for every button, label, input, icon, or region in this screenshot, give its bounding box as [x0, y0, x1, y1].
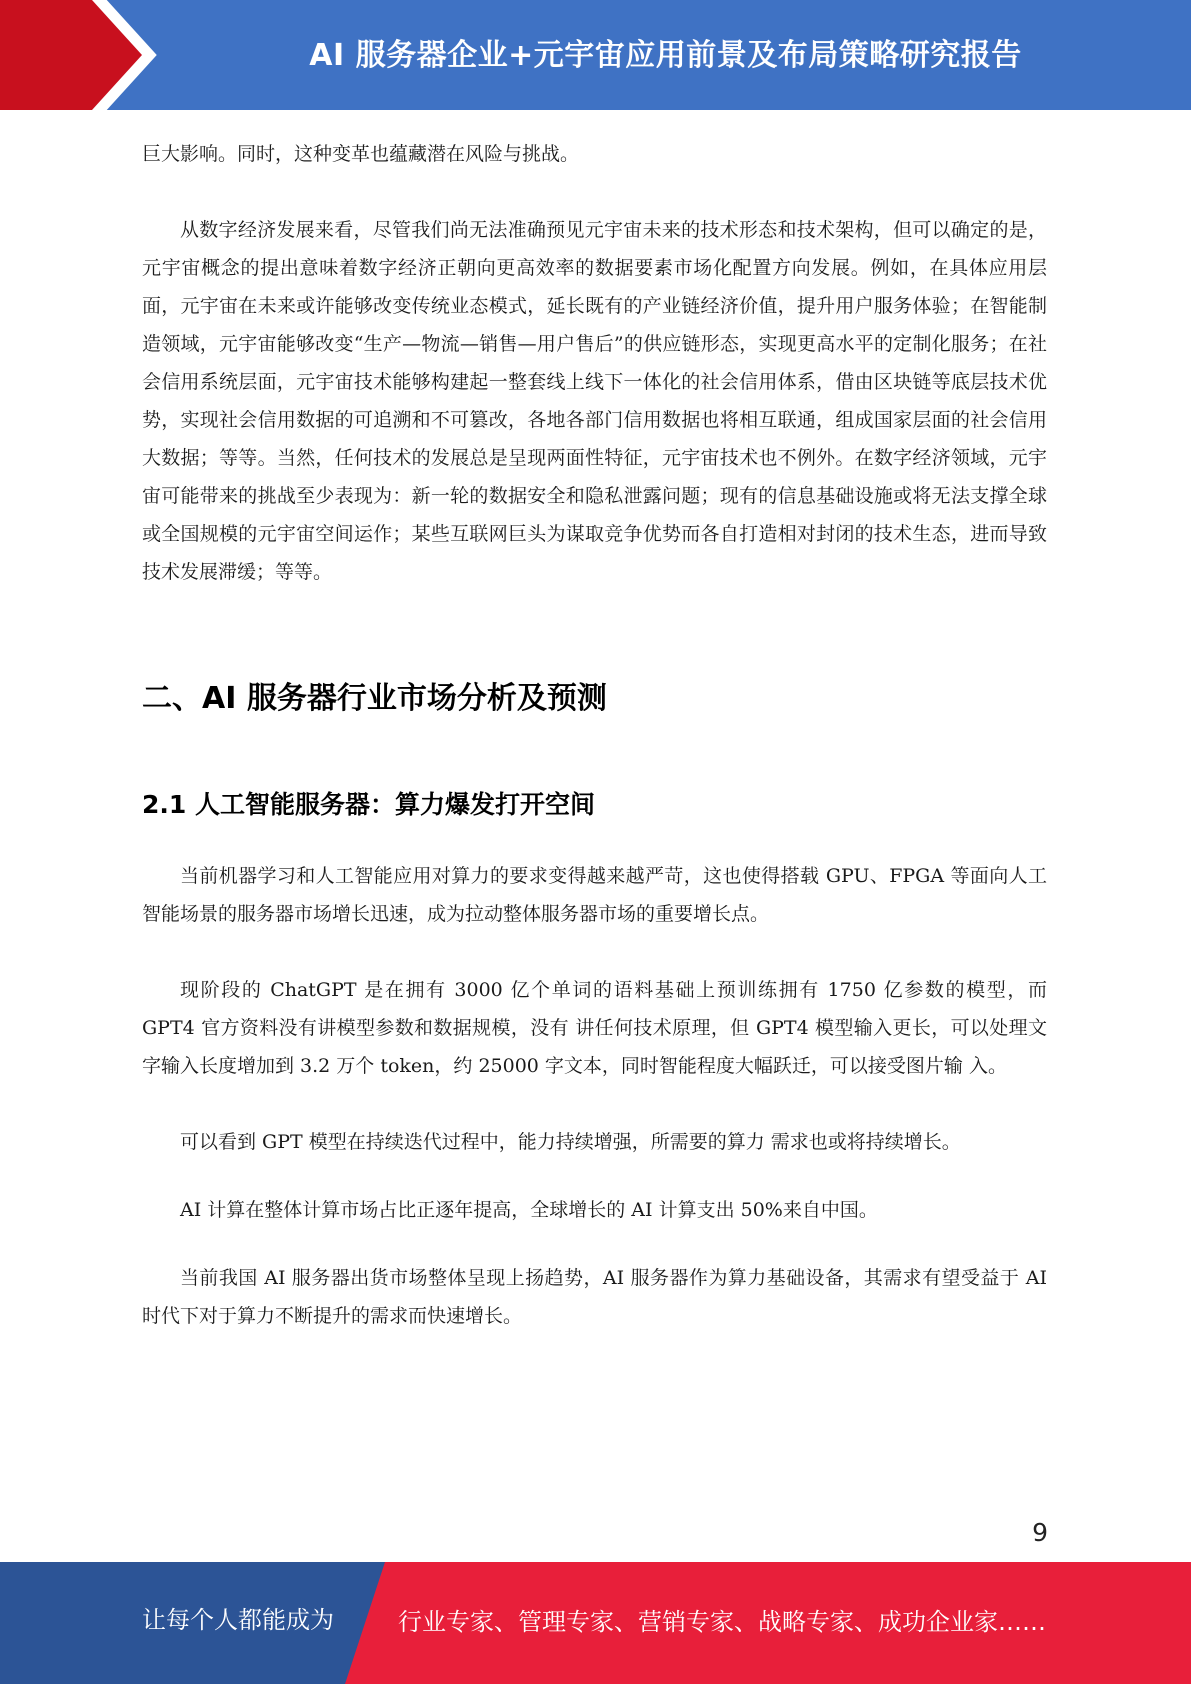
footer-slogan-left: 让每个人都能成为 — [142, 1606, 334, 1634]
header-title: AI 服务器企业+元宇宙应用前景及布局策略研究报告 — [309, 38, 1022, 73]
subsection-heading: 2.1 人工智能服务器：算力爆发打开空间 — [142, 790, 595, 819]
paragraph-gpt-iteration: 可以看到 GPT 模型在持续迭代过程中，能力持续增强，所需要的算力 需求也或将持续增长。 — [180, 1131, 961, 1153]
paragraph-ai-servers: 当前机器学习和人工智能应用对算力的要求变得越来越严苛，这也使得搭载 GPU、FPGA 等面向人工智能场景的服务器市场增长迅速，成为拉动整体服务器市场的重要增长点。 — [142, 865, 1047, 925]
header-arrow-outline — [0, 0, 160, 110]
footer-slogan-right: 行业专家、管理专家、营销专家、战略专家、成功企业家…… — [398, 1608, 1046, 1636]
paragraph-continuation: 巨大影响。同时，这种变革也蕴藏潜在风险与挑战。 — [142, 143, 580, 165]
page-content — [142, 135, 1047, 1335]
paragraph-ai-compute-share: AI 计算在整体计算市场占比正逐年提高，全球增长的 AI 计算支出 50%来自中国。 — [180, 1199, 878, 1221]
paragraph-ai-server-shipments: 当前我国 AI 服务器出货市场整体呈现上扬趋势，AI 服务器作为算力基础设备，其需求有望受益于 AI 时代下对于算力不断提升的需求而快速增长。 — [142, 1267, 1047, 1327]
page-number: 9 — [1032, 1518, 1048, 1547]
paragraph-chatgpt: 现阶段的 ChatGPT 是在拥有 3000 亿个单词的语料基础上预训练拥有 1750 亿参数的模型，而 GPT4 官方资料没有讲模型参数和数据规模，没有 讲任何技术原理，但 GPT4 模型输入更长，可以处理文字输入长度增加到 3.2 万个 token，约 25000 字文本，同时智能程度大幅跃迁，可以接受图片输 入。 — [142, 979, 1047, 1077]
section-heading: 二、AI 服务器行业市场分析及预测 — [142, 681, 607, 716]
paragraph-digital-economy: 从数字经济发展来看，尽管我们尚无法准确预见元宇宙未来的技术形态和技术架构，但可以确定的是，元宇宙概念的提出意味着数字经济正朝向更高效率的数据要素市场化配置方向发展。例如，在具体应用层面，元宇宙在未来或许能够改变传统业态模式，延长既有的产业链经济价值，提升用户服务体验；在智能制造领域，元宇宙能够改变“生产—物流—销售—用户售后”的供应链形态，实现更高水平的定制化服务；在社会信用系统层面，元宇宙技术能够构建起一整套线上线下一体化的社会信用体系，借由区块链等底层技术优势，实现社会信用数据的可追溯和不可篡改，各地各部门信用数据也将相互联通，组成国家层面的社会信用大数据；等等。当然，任何技术的发展总是呈现两面性特征，元宇宙技术也不例外。在数字经济领域，元宇宙可能带来的挑战至少表现为：新一轮的数据安全和隐私泄露问题；现有的信息基础设施或将无法支撑全球或全国规模的元宇宙空间运作；某些互联网巨头为谋取竞争优势而各自打造相对封闭的技术生态，进而导致技术发展滞缓；等等。 — [142, 219, 1047, 583]
